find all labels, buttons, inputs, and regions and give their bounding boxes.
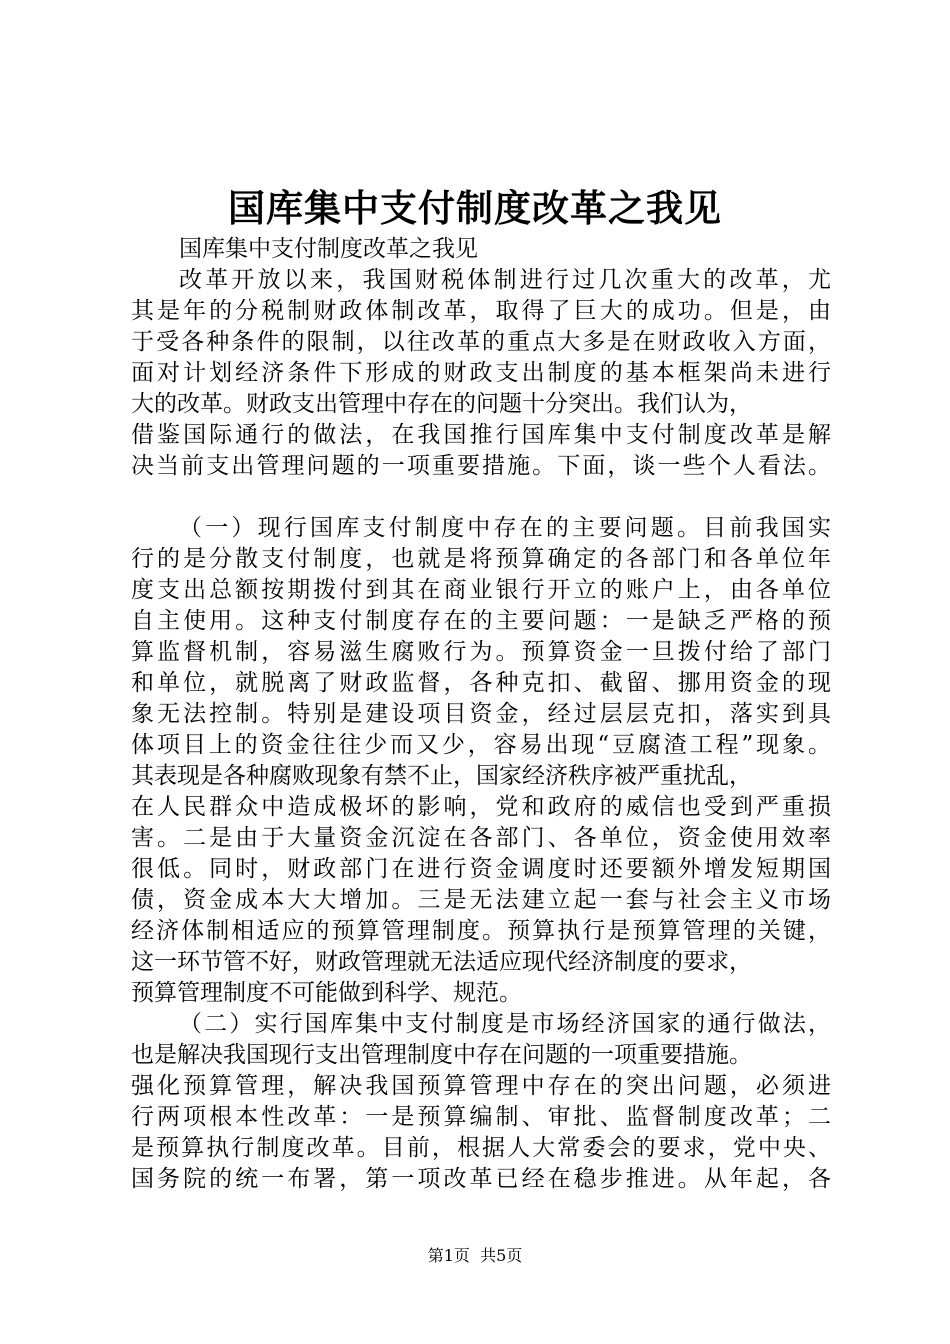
text-line: 象无法控制。特别是建设项目资金，经过层层克扣，落实到具 [131, 701, 831, 727]
text-line: 面对计划经济条件下形成的财政支出制度的基本框架尚未进行 [131, 360, 831, 386]
text-line: 国务院的统一布署，第一项改革已经在稳步推进。从年起，各 [131, 1166, 831, 1192]
text-line: 在人民群众中造成极坏的影响，党和政府的威信也受到严重损 [131, 794, 831, 820]
text-line: 强化预算管理，解决我国预算管理中存在的突出问题，必须进 [131, 1073, 831, 1099]
document-body [131, 234, 831, 1195]
text-line: 其是年的分税制财政体制改革，取得了巨大的成功。但是，由 [131, 298, 831, 324]
text-line: 自主使用。这种支付制度存在的主要问题：一是缺乏严格的预 [131, 608, 831, 634]
text-line: 体项目上的资金往往少而又少，容易出现“豆腐渣工程”现象。 [131, 732, 831, 758]
text-line: 度支出总额按期拨付到其在商业银行开立的账户上，由各单位 [131, 577, 831, 603]
text-line: 其表现是各种腐败现象有禁不止，国家经济秩序被严重扰乱， [131, 763, 752, 789]
page-footer: 第1页 共5页 [427, 1246, 523, 1265]
text-line: 经济体制相适应的预算管理制度。预算执行是预算管理的关键， [131, 918, 831, 944]
text-line: 和单位，就脱离了财政监督，各种克扣、截留、挪用资金的现 [131, 670, 831, 696]
text-line: 害。二是由于大量资金沉淀在各部门、各单位，资金使用效率 [131, 825, 831, 851]
text-line: 决当前支出管理问题的一项重要措施。下面，谈一些个人看法。 [131, 453, 831, 479]
text-line: 行的是分散支付制度，也就是将预算确定的各部门和各单位年 [131, 546, 831, 572]
text-line: 这一环节管不好，财政管理就无法适应现代经济制度的要求， [131, 949, 752, 975]
text-line: 行两项根本性改革：一是预算编制、审批、监督制度改革；二 [131, 1104, 831, 1130]
text-line: 很低。同时，财政部门在进行资金调度时还要额外增发短期国 [131, 856, 831, 882]
text-line: 改革开放以来，我国财税体制进行过几次重大的改革，尤 [179, 267, 831, 293]
text-line: 于受各种条件的限制，以往改革的重点大多是在财政收入方面， [131, 329, 831, 355]
text-line: （二）实行国库集中支付制度是市场经济国家的通行做法， [179, 1011, 831, 1037]
text-line: 债，资金成本大大增加。三是无法建立起一套与社会主义市场 [131, 887, 831, 913]
text-line: 借鉴国际通行的做法，在我国推行国库集中支付制度改革是解 [131, 422, 831, 448]
blank-line [131, 482, 831, 513]
text-line: 预算管理制度不可能做到科学、规范。 [131, 980, 522, 1006]
document-title: 国库集中支付制度改革之我见 [228, 186, 722, 230]
text-line: （一）现行国库支付制度中存在的主要问题。目前我国实 [179, 515, 831, 541]
text-line: 算监督机制，容易滋生腐败行为。预算资金一旦拨付给了部门 [131, 639, 831, 665]
text-line: 大的改革。财政支出管理中存在的问题十分突出。我们认为， [131, 391, 752, 417]
text-line: 是预算执行制度改革。目前，根据人大常委会的要求，党中央、 [131, 1135, 831, 1161]
text-line: 也是解决我国现行支出管理制度中存在问题的一项重要措施。 [131, 1042, 752, 1068]
text-line: 国库集中支付制度改革之我见 [179, 236, 478, 262]
